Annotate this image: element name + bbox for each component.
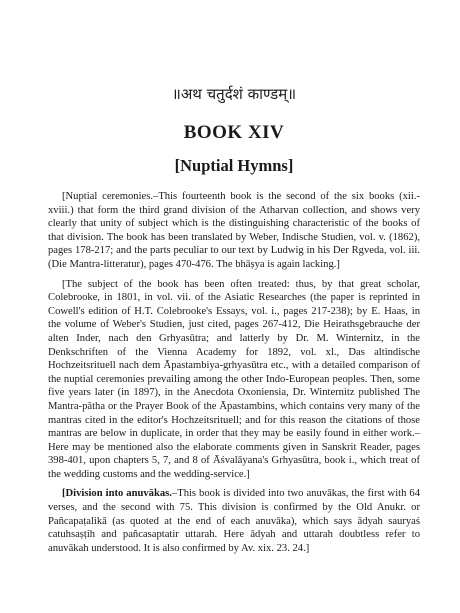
book-title: BOOK XIV <box>183 122 285 143</box>
section-subtitle: [Nuptial Hymns] <box>174 156 294 175</box>
paragraph-nuptial-ceremonies <box>48 190 420 272</box>
paragraph-subject-history <box>48 278 420 482</box>
paragraph-text: –This fourteenth book is the second of the six books (xii.-xviii.) that form the third grand division of the Atharvan collection, and shows very clearly that unity of subject which is the distinguishing characteristic of the books of that division. The book has been translated by Weber, Indische Studien, vol. v. (1862), pages 178-217; and the parts peculiar to our text by Ludwig in his Der Rgveda, vol. iii. (Die Mantra-litteratur), pages 470-476. The bhāṣya is again lacking.] <box>48 191 420 270</box>
paragraph-text: –This book is divided into two anuvākas, the first with 64 verses, and the second with 75. This division is confirmed by the Old Anukr. or Pañcapaṭalikā (as quoted at the end of each anuvāka), which says ādyah sauryaś catuhsaṣṭih and pañcasaptatir uttarah. Here ādyah and uttarah doubtless refer to anuvākah understood. It is also confirmed by Av. xix. 23. 24.] <box>48 488 420 554</box>
sanskrit-heading: ॥अथ चतुर्दशं काण्डम्॥ <box>171 85 297 103</box>
paragraph-division-anuvakas <box>48 487 420 555</box>
paragraph-text: [The subject of the book has been often treated: thus, by that great scholar, Colebrooke, in 1801, in vol. vii. of the Asiatic Researches (the paper is reprinted in Cowell's edition of H.T. Colebrooke's Essays, vol. i., pages 217-238); by E. Haas, in the volume of Weber's Studien, just cited, pages 267-412, Die Heirathsgebrauche der alten Inder, nach den Grhyasūtra; and latterly by Dr. M. Winternitz, in the Denkschriften of the Vienna Academy for 1892, vol. xl., Das altindische Hochzeitsrituell nach dem Āpastambiya-grhyasūtra etc., with a detailed comparison of the nuptial ceremonies prevailing among the other Indo-European peoples. Then, some five years later (in 1897), in the Anecdota Oxoniensia, Dr. Winternitz published The Mantra-pātha or the Prayer Book of the Āpastambins, which contains very many of the mantras cited in the editor's Hochzeitsrituell; and for this reason the citations of those mantras are below in duplicate, in order that they may be easily found in either work.–Here may be mentioned also the elaborate comments given in Sanskrit Reader, pages 398-401, upon chapters 5, 7, and 8 of Āśvalāyana's Grhyasūtra, book i., which treat of the wedding customs and the wedding-service.] <box>48 278 420 480</box>
paragraph-lead: [Division into anuvākas. <box>62 488 172 500</box>
paragraph-lead: [Nuptial ceremonies. <box>62 191 154 202</box>
